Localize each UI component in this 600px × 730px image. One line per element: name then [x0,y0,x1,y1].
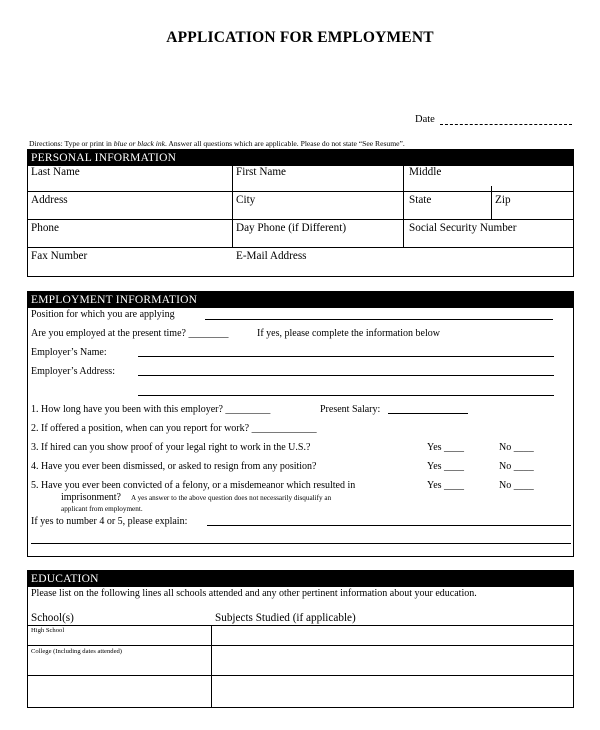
question-5-note: A yes answer to the above question does not necessarily disqualify an [131,494,332,502]
other-school-subjects-field[interactable] [212,676,573,707]
explain-label: If yes to number 4 or 5, please explain: [31,516,188,527]
phone-field[interactable]: Phone [31,222,59,234]
position-label: Position for which you are applying [31,309,175,320]
position-field[interactable] [205,319,553,320]
high-school-label: High School [31,627,65,634]
employment-information-header: EMPLOYMENT INFORMATION [28,292,573,308]
employer-address-field[interactable] [138,375,554,376]
present-salary-field[interactable] [388,413,468,414]
day-phone-field[interactable]: Day Phone (if Different) [236,222,347,234]
high-school-field[interactable] [28,625,211,645]
question-5-line-3: applicant from employment. [61,505,143,513]
zip-field[interactable]: Zip [495,194,511,206]
directions-prefix: Directions: Type or print in [29,139,114,148]
directions-suffix: . Answer all questions which are applicable. Please do not state “See Resume”. [165,139,405,148]
fax-field[interactable]: Fax Number [31,250,88,262]
question-4: 4. Have you ever been dismissed, or asked to resign from any position? [31,461,317,472]
q4-no-field[interactable]: No ____ [499,461,534,472]
college-label: College (Including dates attended) [31,648,122,655]
ssn-field[interactable]: Social Security Number [409,222,517,234]
q5-no-field[interactable]: No ____ [499,480,534,491]
q4-yes-field[interactable]: Yes ____ [427,461,465,472]
education-instructions: Please list on the following lines all schools attended and any other pertinent information about your education. [31,588,477,599]
college-field[interactable] [28,658,211,675]
employed-now-question: Are you employed at the present time? ________ [31,328,229,339]
question-5: 5. Have you ever been convicted of a felony, or a misdemeanor which resulted in [31,480,356,491]
employer-address-label: Employer’s Address: [31,366,115,377]
personal-information-header: PERSONAL INFORMATION [28,150,573,166]
last-name-field[interactable]: Last Name [31,166,80,178]
other-school-field[interactable] [28,676,211,707]
date-label: Date [415,114,435,125]
employer-address-field-2[interactable] [138,395,554,396]
q5-yes-field[interactable]: Yes ____ [427,480,465,491]
high-school-subjects-field[interactable] [212,625,573,645]
q3-yes-field[interactable]: Yes ____ [427,442,465,453]
directions-emphasis: blue or black ink [113,139,165,148]
address-field[interactable]: Address [31,194,68,206]
question-1: 1. How long have you been with this employer? _________ [31,404,271,415]
question-5-line-2: imprisonment? [61,492,121,503]
education-header: EDUCATION [28,571,573,587]
date-field[interactable] [440,124,572,125]
subjects-column-header: Subjects Studied (if applicable) [215,612,356,624]
explain-field[interactable] [207,525,571,526]
page-title: APPLICATION FOR EMPLOYMENT [166,29,434,46]
employer-name-label: Employer’s Name: [31,347,107,358]
first-name-field[interactable]: First Name [236,166,287,178]
college-subjects-field[interactable] [212,646,573,675]
employer-name-field[interactable] [138,356,554,357]
question-3: 3. If hired can you show proof of your legal right to work in the U.S.? [31,442,311,453]
q3-no-field[interactable]: No ____ [499,442,534,453]
schools-column-header: School(s) [31,612,74,624]
explain-field-2[interactable] [31,543,571,544]
middle-name-field[interactable]: Middle [409,166,442,178]
city-field[interactable]: City [236,194,256,206]
personal-information-section [27,149,574,277]
question-2: 2. If offered a position, when can you report for work? _____________ [31,423,317,434]
education-section [27,570,574,708]
email-field[interactable]: E-Mail Address [236,250,307,262]
present-salary-label: Present Salary: [320,404,381,415]
directions [29,139,405,148]
employed-now-followup: If yes, please complete the information below [257,328,440,339]
state-field[interactable]: State [409,194,432,206]
employment-information-section [27,291,574,557]
